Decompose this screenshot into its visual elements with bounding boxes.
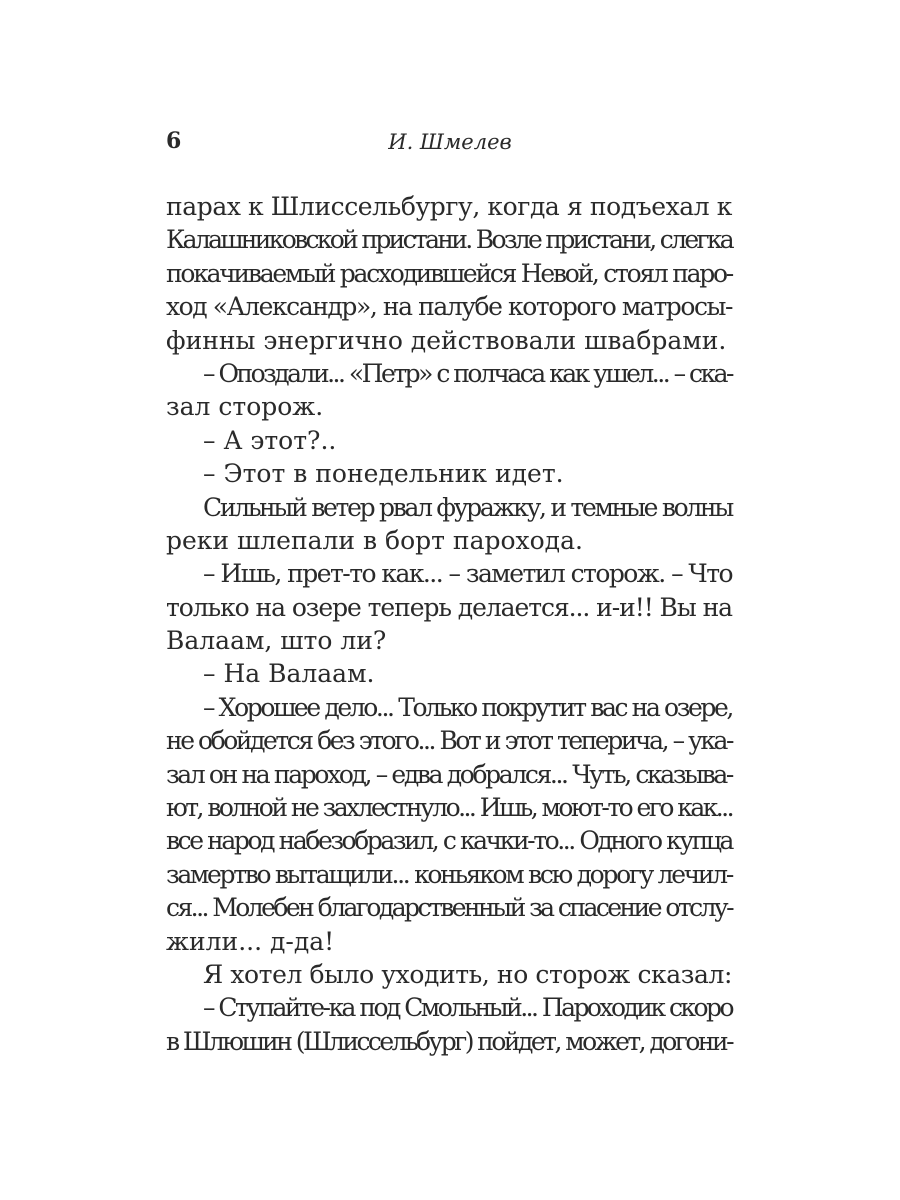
text-line: – Этот в понедельник идет.	[203, 459, 564, 489]
text-line: только на озере теперь делается... и-и!! Вы на	[166, 592, 732, 622]
text-line: реки шлепали в борт парохода.	[166, 525, 583, 555]
text-line: жили... д-да!	[166, 926, 335, 956]
text-line: Сильный ветер рвал фуражку, и темные волны	[203, 492, 732, 522]
text-line: Валаам, што ли?	[166, 626, 387, 656]
text-line: – Хорошее дело... Только покрутит вас на озере,	[203, 692, 732, 722]
running-head: И. Шмелев	[388, 130, 512, 154]
page-number: 6	[166, 128, 182, 154]
text-line: парах к Шлиссельбургу, когда я подъехал к	[166, 192, 732, 221]
text-line: – Опоздали... «Петр» с полчаса как ушел... – ска-	[203, 358, 732, 388]
text-line: не обойдется без этого... Вот и этот теперича, – ука-	[166, 726, 732, 756]
text-line: в Шлюшин (Шлиссельбург) пойдет, может, догони-	[166, 1026, 732, 1056]
body-text	[166, 190, 732, 1058]
text-line: – А этот?..	[203, 425, 337, 455]
text-line: замертво вытащили... коньяком всю дорогу лечил-	[166, 859, 732, 889]
text-line: финны энергично действовали швабрами.	[166, 325, 727, 355]
text-line: Я хотел было уходить, но сторож сказал:	[203, 959, 732, 989]
text-line: все народ набезобразил, с качки-то... Одного купца	[166, 826, 732, 856]
text-line: ход «Александр», на палубе которого матросы-	[166, 292, 732, 322]
text-line: зал сторож.	[166, 392, 324, 422]
text-line: – Ступайте-ка под Смольный... Пароходик скоро	[203, 993, 732, 1023]
text-line: покачиваемый расходившейся Невой, стоял паро-	[166, 258, 732, 288]
text-line: зал он на пароход, – едва добрался... Чуть, сказыва-	[166, 759, 732, 789]
text-line: – На Валаам.	[203, 659, 375, 689]
text-line: – Ишь, прет-то как... – заметил сторож. – Что	[203, 559, 732, 589]
text-line: Калашниковской пристани. Возле пристани, слегка	[166, 225, 732, 255]
text-line: ют, волной не захлестнуло... Ишь, моют-то его как...	[166, 793, 732, 823]
text-line: ся... Молебен благодарственный за спасение отслу-	[166, 893, 732, 923]
